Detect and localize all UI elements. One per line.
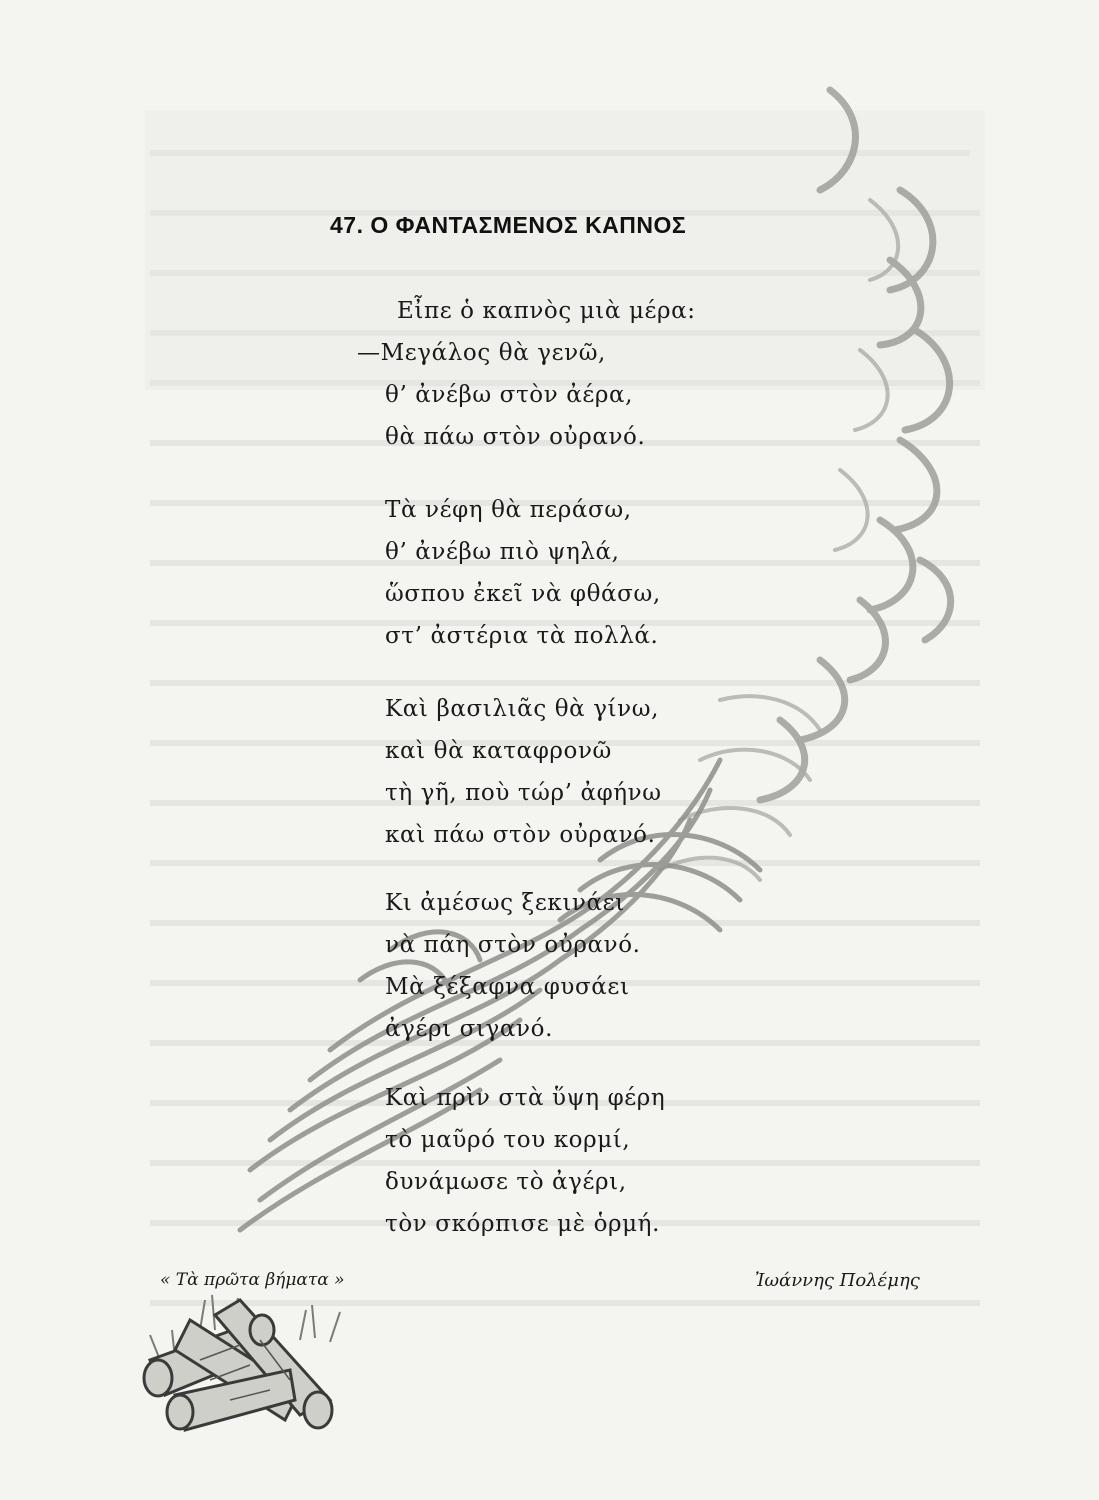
poem-line: τὸν σκόρπισε μὲ ὁρμή. <box>385 1211 660 1237</box>
poem-line: στ’ ἀστέρια τὰ πολλά. <box>385 623 659 649</box>
poem-line: τὸ μαῦρό του κορμί, <box>385 1127 631 1153</box>
poem-line: Μὰ ξέξαφνα φυσάει <box>385 974 630 1000</box>
poem-line: ἀγέρι σιγανό. <box>385 1016 553 1042</box>
poem-line: Καὶ πρὶν στὰ ὕψη φέρη <box>385 1085 666 1111</box>
poem-line: νὰ πάη στὸν οὐρανό. <box>385 932 641 958</box>
poem-line: καὶ πάω στὸν οὐρανό. <box>385 822 656 848</box>
poem-line: Καὶ βασιλιᾶς θὰ γίνω, <box>385 696 660 722</box>
author-name: Ἰωάννης Πολέμης <box>755 1270 920 1291</box>
poem-line: ὥσπου ἐκεῖ νὰ φθάσω, <box>385 581 661 607</box>
poem-line: Τὰ νέφη θὰ περάσω, <box>385 497 632 523</box>
poem-line: θ’ ἀνέβω πιὸ ψηλά, <box>385 539 620 565</box>
poem-line: Κι ἀμέσως ξεκινάει <box>385 890 625 916</box>
poem-line: —Μεγάλος θὰ γενῶ, <box>357 340 606 366</box>
poem-line: θ’ ἀνέβω στὸν ἀέρα, <box>385 382 634 408</box>
source-citation: « Τὰ πρῶτα βήματα » <box>160 1270 345 1290</box>
poem-title: 47. Ο ΦΑΝΤΑΣΜΕΝΟΣ ΚΑΠΝΟΣ <box>330 212 687 238</box>
poem-line: καὶ θὰ καταφρονῶ <box>385 738 612 764</box>
poem-line: Εἶπε ὁ καπνὸς μιὰ μέρα: <box>397 298 696 324</box>
poem-line: θὰ πάω στὸν οὐρανό. <box>385 424 646 450</box>
poem-line: τὴ γῆ, ποὺ τώρ’ ἀφήνω <box>385 780 662 806</box>
poem-line: δυνάμωσε τὸ ἀγέρι, <box>385 1169 627 1195</box>
